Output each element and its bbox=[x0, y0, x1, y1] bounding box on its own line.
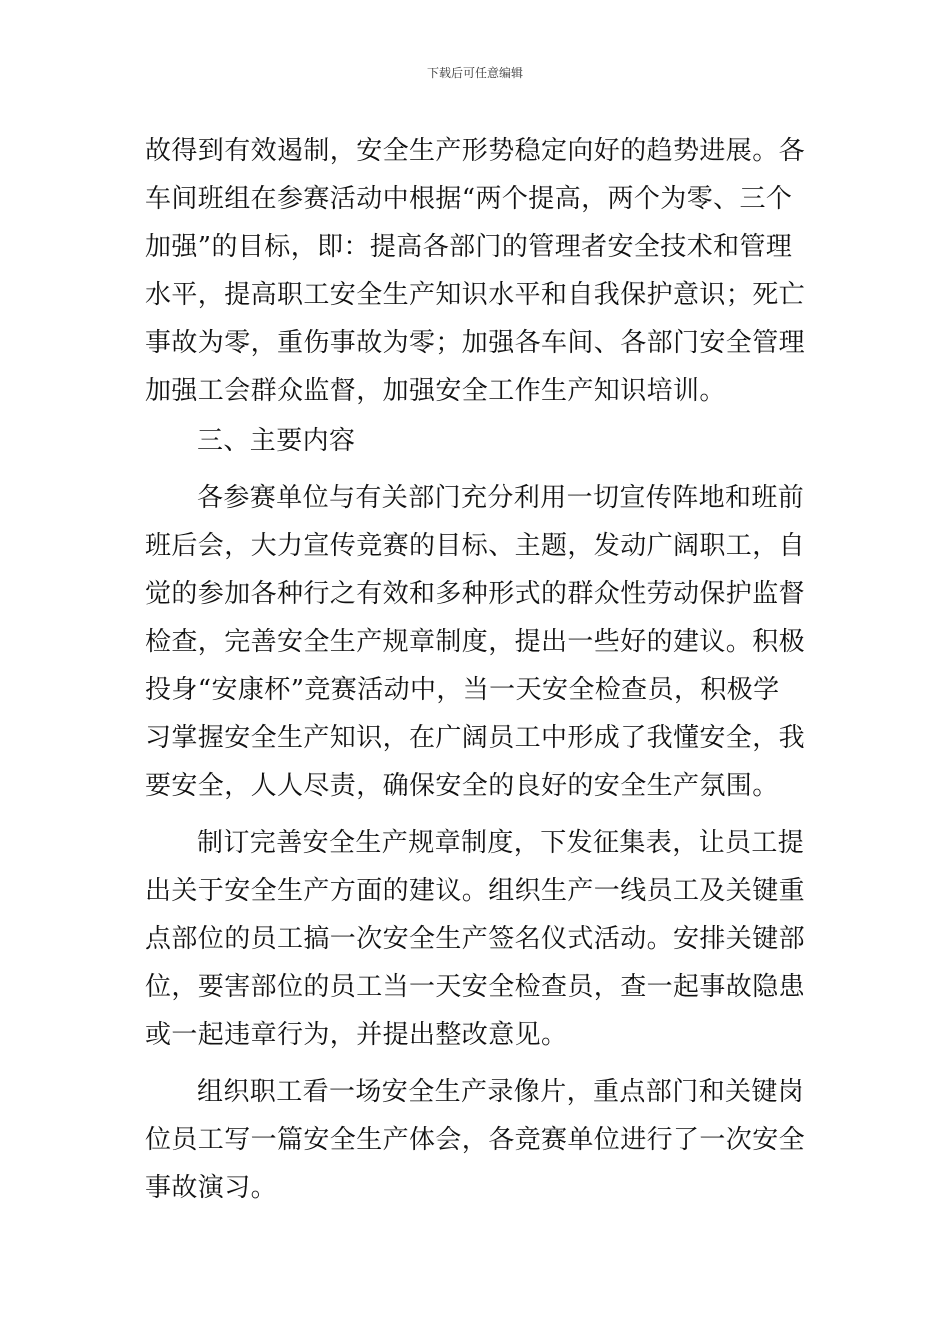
text-line: 故得到有效遏制，安全生产形势稳定向好的趋势进展。各 bbox=[145, 136, 805, 166]
text-line: 觉的参加各种行之有效和多种形式的群众性劳动保护监督 bbox=[145, 579, 805, 609]
text-line: 位员工写一篇安全生产体会，各竞赛单位进行了一次安全 bbox=[145, 1125, 805, 1155]
text-line: 或一起违章行为，并提出整改意见。 bbox=[145, 1020, 568, 1050]
text-line: 位，要害部位的员工当一天安全检查员，查一起事故隐患 bbox=[145, 972, 805, 1002]
text-line: 要安全，人人尽责，确保安全的良好的安全生产氛围。 bbox=[145, 771, 779, 801]
paragraph-3 bbox=[145, 819, 805, 1059]
text-line: 出关于安全生产方面的建议。组织生产一线员工及关键重 bbox=[145, 876, 805, 906]
text-line: 事故演习。 bbox=[145, 1173, 278, 1203]
text-line: 加强”的目标，即：提高各部门的管理者安全技术和管理 bbox=[145, 232, 793, 262]
section-heading: 三、主要内容 bbox=[197, 426, 356, 456]
text-line: 制订完善安全生产规章制度，下发征集表，让员工提 bbox=[197, 828, 805, 858]
text-line: 检查，完善安全生产规章制度，提出一些好的建议。积极 bbox=[145, 627, 805, 657]
text-line: 投身“安康杯”竞赛活动中，当一天安全检查员，积极学 bbox=[145, 675, 780, 705]
text-line: 加强工会群众监督，加强安全工作生产知识培训。 bbox=[145, 376, 726, 406]
paragraph-2 bbox=[145, 474, 805, 810]
text-line: 水平，提高职工安全生产知识水平和自我保护意识；死亡 bbox=[145, 280, 805, 310]
page-header-note: 下载后可任意编辑 bbox=[426, 66, 523, 80]
text-line: 车间班组在参赛活动中根据“两个提高，两个为零、三个 bbox=[145, 184, 793, 214]
text-line: 习掌握安全生产知识，在广阔员工中形成了我懂安全，我 bbox=[145, 723, 805, 753]
text-line: 各参赛单位与有关部门充分利用一切宣传阵地和班前 bbox=[197, 483, 805, 513]
text-line: 事故为零，重伤事故为零；加强各车间、各部门安全管理 bbox=[145, 328, 805, 358]
paragraph-1 bbox=[145, 127, 805, 415]
text-line: 组织职工看一场安全生产录像片，重点部门和关键岗 bbox=[197, 1077, 805, 1107]
document-body bbox=[145, 127, 805, 1212]
text-line: 班后会，大力宣传竞赛的目标、主题，发动广阔职工，自 bbox=[145, 531, 805, 561]
text-line: 点部位的员工搞一次安全生产签名仪式活动。安排关键部 bbox=[145, 924, 805, 954]
paragraph-4 bbox=[145, 1068, 805, 1212]
